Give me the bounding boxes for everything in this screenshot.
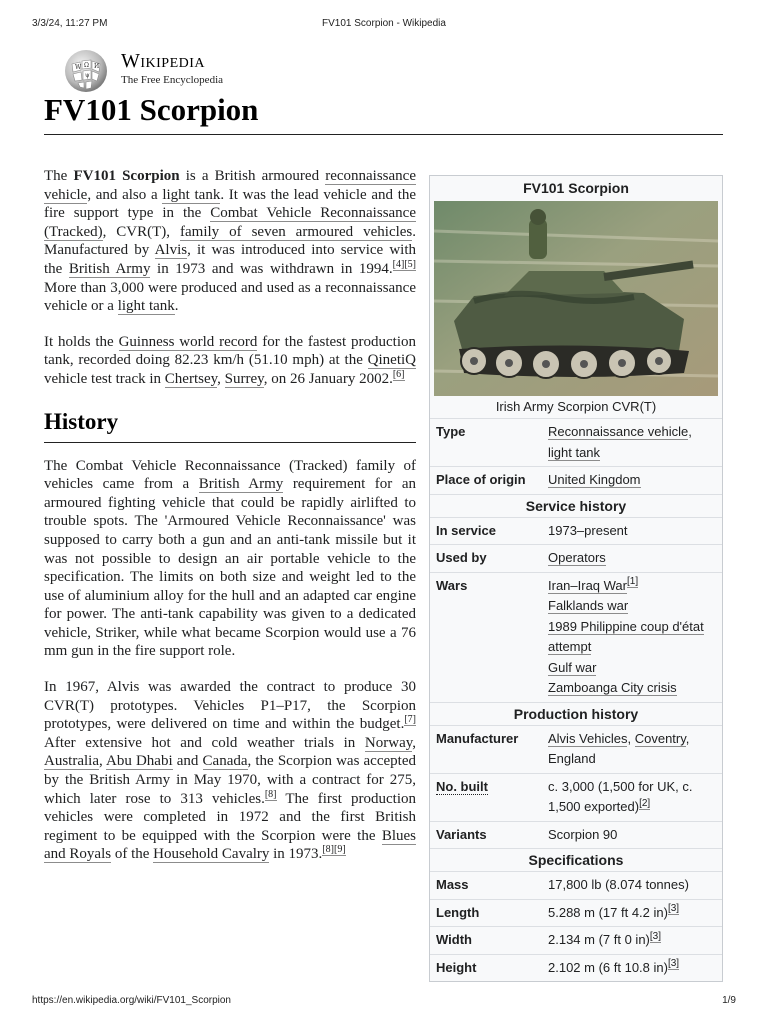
value-in-service: 1973–present [548, 522, 628, 538]
infobox-row-wars [430, 572, 722, 702]
infobox [429, 175, 723, 982]
infobox-title: FV101 Scorpion [523, 180, 629, 196]
label-no-built: No. built [436, 778, 488, 794]
intro-paragraph-1: The FV101 Scorpion is a British armoured reconnaissance vehicle, and also a light tank. It was the lead vehicle and the fire support type in the Combat Vehicle Reconnaissance (Tracked), CVR(T), family of seven armoured vehicles. Manufactured by Alvis, it was introduced into service with the British Army in 1973 and was withdrawn in 1994.[4][5] More than 3,000 were produced and used as a reconnaissance vehicle or a light tank. [44, 168, 417, 315]
value-type: Reconnaissance vehicle, light tank [548, 424, 692, 460]
ref-6[interactable]: [6] [392, 368, 405, 380]
section-specifications: Specifications [430, 848, 722, 871]
title-divider [44, 134, 723, 135]
infobox-row-no-built [430, 773, 722, 821]
wordmark-tagline: The Free Encyclopedia [121, 74, 224, 86]
value-wars [536, 573, 722, 702]
link-household-cavalry[interactable]: Household Cavalry [153, 846, 270, 863]
link-united-kingdom[interactable]: United Kingdom [548, 472, 641, 487]
infobox-row-mass [430, 871, 722, 899]
print-page-number: 1/9 [722, 995, 736, 1006]
svg-text:Ω: Ω [84, 62, 89, 69]
ref-width-3[interactable]: [3] [649, 930, 662, 942]
link-war-falklands[interactable]: Falklands war [548, 598, 629, 613]
wikipedia-globe-icon[interactable] [62, 46, 110, 94]
link-war-philippine-coup[interactable]: 1989 Philippine coup d'état attempt [548, 618, 704, 654]
link-reconnaissance-vehicle[interactable]: reconnaissance vehicle [44, 168, 416, 203]
infobox-row-origin [430, 466, 722, 494]
label-origin: Place of origin [436, 472, 526, 487]
label-variants: Variants [436, 826, 487, 842]
link-qinetiq[interactable]: QinetiQ [367, 352, 416, 369]
link-blues-and-royals[interactable]: Blues and Royals [44, 827, 416, 863]
value-mass: 17,800 lb (8.074 tonnes) [548, 877, 689, 892]
infobox-row-variants [430, 821, 722, 849]
ref-4[interactable]: [4] [392, 258, 405, 270]
infobox-row-height [430, 954, 722, 982]
section-service-history: Service history [430, 494, 722, 517]
label-height: Height [436, 959, 477, 975]
infobox-row-length [430, 899, 722, 927]
section-production-history: Production history [430, 702, 722, 725]
link-alvis-vehicles[interactable]: Alvis Vehicles [548, 730, 628, 746]
value-manufacturer: Alvis Vehicles, Coventry, England [548, 730, 690, 766]
link-war-zamboanga[interactable]: Zamboanga City crisis [548, 680, 677, 695]
label-mass: Mass [436, 877, 469, 892]
ref-8b[interactable]: [8] [322, 844, 334, 856]
label-wars: Wars [436, 577, 468, 593]
link-cvrt[interactable]: Combat Vehicle Reconnaissance (Tracked) [44, 205, 417, 240]
infobox-row-type [430, 418, 722, 466]
link-light-tank[interactable]: light tank [162, 186, 221, 203]
link-canada[interactable]: Canada [202, 753, 248, 770]
link-war-iran-iraq[interactable]: Iran–Iraq War [548, 577, 627, 593]
ref-length-3[interactable]: [3] [667, 903, 680, 915]
intro-paragraph-2: It holds the Guinness world record for the fastest production tank, recorded doing 82.23 km/h (51.10 mph) at the QinetiQ vehicle test track in Chertsey, Surrey, on 26 January 2002.[6] [44, 333, 416, 387]
link-surrey[interactable]: Surrey [224, 370, 264, 387]
ref-8[interactable]: [8] [264, 788, 277, 800]
svg-text:ψ: ψ [85, 72, 90, 79]
link-light-tank-2[interactable]: light tank [117, 298, 175, 315]
infobox-row-manufacturer [430, 725, 722, 773]
print-page-title: FV101 Scorpion - Wikipedia [322, 18, 446, 29]
link-family[interactable]: family of seven armoured vehicles [180, 223, 413, 240]
print-url: https://en.wikipedia.org/wiki/FV101_Scorpion [32, 995, 231, 1006]
value-no-built: c. 3,000 (1,500 for UK, c. 1,500 exported)[2] [548, 778, 693, 814]
ref-9[interactable]: [9] [333, 844, 346, 856]
infobox-image-caption: Irish Army Scorpion CVR(T) [495, 399, 657, 414]
ref-5[interactable]: [5] [404, 258, 416, 270]
infobox-row-used-by [430, 544, 722, 572]
value-used-by [536, 545, 722, 572]
link-coventry[interactable]: Coventry [634, 730, 686, 746]
svg-text:W: W [75, 64, 82, 71]
page-title: FV101 Scorpion [44, 92, 259, 127]
infobox-image[interactable] [434, 201, 718, 396]
link-light-tank-ib[interactable]: light tank [548, 444, 601, 460]
label-manufacturer: Manufacturer [436, 730, 519, 746]
value-width: 2.134 m (7 ft 0 in)[3] [548, 930, 662, 947]
link-operators[interactable]: Operators [548, 550, 606, 565]
link-australia[interactable]: Australia [44, 753, 99, 770]
wikipedia-wordmark[interactable] [121, 50, 223, 87]
label-in-service: In service [436, 522, 496, 538]
wordmark-title: Wikipedia [121, 50, 206, 72]
label-length: Length [436, 904, 480, 920]
print-datetime: 3/3/24, 11:27 PM [32, 18, 108, 29]
ref-height-3[interactable]: [3] [667, 958, 680, 970]
value-length: 5.288 m (17 ft 4.2 in)[3] [548, 903, 680, 920]
ref-no-built-2[interactable]: [2] [639, 797, 651, 809]
link-british-army[interactable]: British Army [68, 260, 151, 277]
infobox-row-in-service [430, 517, 722, 545]
value-origin [536, 467, 722, 494]
link-british-army-2[interactable]: British Army [198, 476, 284, 493]
ref-wars-1[interactable]: [1] [627, 576, 639, 588]
label-width: Width [436, 932, 472, 947]
history-heading: History [44, 406, 416, 443]
svg-text:И: И [94, 63, 100, 70]
infobox-row-width [430, 926, 722, 954]
tank-image [434, 201, 718, 396]
link-chertsey[interactable]: Chertsey [164, 370, 218, 387]
link-norway[interactable]: Norway [364, 734, 413, 751]
value-variants: Scorpion 90 [548, 826, 618, 842]
link-abu-dhabi[interactable]: Abu Dhabi [106, 753, 173, 770]
label-used-by: Used by [436, 550, 487, 565]
ref-7[interactable]: [7] [404, 714, 416, 726]
history-paragraph-1: The Combat Vehicle Reconnaissance (Tracked) family of vehicles came from a British Army requirement for an armoured fighting vehicle that could be rapidly airlifted to trouble spots. The 'Armoured Vehicle Reconnaissance' was supposed to carry both a gun and an anti-tank missile but it was not possible to design an air portable vehicle to the specification. The limits on both size and weight led to the use of aluminium alloy for the hull and an adapted car engine for power. The anti-tank capability was given to a dedicated vehicle, Striker, while what became Scorpion would use a 76 mm gun in the fire support role. [44, 457, 416, 660]
value-height: 2.102 m (6 ft 10.8 in)[3] [548, 958, 680, 975]
article-body [44, 167, 416, 881]
link-guinness[interactable]: Guinness world record [118, 333, 258, 350]
link-war-gulf[interactable]: Gulf war [548, 659, 597, 675]
history-paragraph-2: In 1967, Alvis was awarded the contract to produce 30 CVR(T) prototypes. Vehicles P1–P17, the Scorpion prototypes, were delivered on time and within the budget.[7] After extensive hot and cold weather trials in Norway, Australia, Abu Dhabi and Canada, the Scorpion was accepted by the British Army in May 1970, with a contract for 275, which later rose to 313 vehicles.[8] The first production vehicles were completed in 1972 and the first British regiment to be equipped with the Scorpion were the Blues and Royals of the Household Cavalry in 1973.[8][9] [44, 679, 417, 863]
link-alvis[interactable]: Alvis [154, 242, 188, 259]
label-type: Type [436, 424, 466, 439]
link-reconnaissance-vehicle-ib[interactable]: Reconnaissance vehicle [548, 424, 689, 439]
